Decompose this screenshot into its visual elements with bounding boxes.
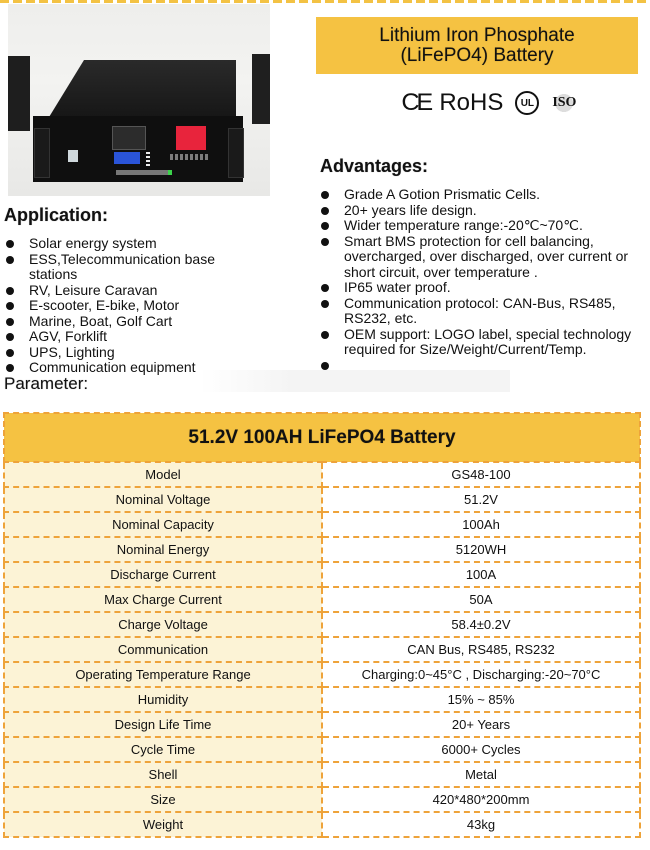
table-row <box>4 462 640 487</box>
row-label: Nominal Energy <box>4 537 322 562</box>
row-value: 100Ah <box>322 512 640 537</box>
row-label: Operating Temperature Range <box>4 662 322 687</box>
application-heading: Application: <box>4 205 108 225</box>
application-item: Communication equipment <box>3 360 233 376</box>
port-indicator <box>168 170 172 175</box>
row-value: 58.4±0.2V <box>322 612 640 637</box>
row-label: Discharge Current <box>4 562 322 587</box>
row-value: CAN Bus, RS485, RS232 <box>322 637 640 662</box>
advantage-item: Communication protocol: CAN-Bus, RS485, RS232, etc. <box>318 296 644 327</box>
row-value: GS48-100 <box>322 462 640 487</box>
advantage-item: Smart BMS protection for cell balancing, overcharged, over discharged, over current or short circuit, over temperature . <box>318 234 644 281</box>
table-row <box>4 537 640 562</box>
application-item: ESS,Telecommunication base stations <box>3 252 233 283</box>
application-list <box>3 236 233 376</box>
row-label: Design Life Time <box>4 712 322 737</box>
application-item: Marine, Boat, Golf Cart <box>3 314 233 330</box>
application-item: UPS, Lighting <box>3 345 233 361</box>
row-label: Nominal Capacity <box>4 512 322 537</box>
table-title: 51.2V 100AH LiFePO4 Battery <box>4 413 640 462</box>
ce-mark-icon: CE <box>401 89 431 116</box>
battery-label <box>170 154 210 160</box>
iso-icon: ISO <box>549 90 579 116</box>
row-value: 15% ~ 85% <box>322 687 640 712</box>
positive-terminal <box>176 126 206 150</box>
advantages-heading: Advantages: <box>320 156 429 176</box>
row-label: Shell <box>4 762 322 787</box>
table-row <box>4 512 640 537</box>
table-row <box>4 737 640 762</box>
advantage-item: Wider temperature range:-20℃~70℃. <box>318 218 644 234</box>
table-row <box>4 687 640 712</box>
row-value: 6000+ Cycles <box>322 737 640 762</box>
communication-ports <box>116 170 170 175</box>
product-title-banner <box>316 17 638 74</box>
table-row <box>4 712 640 737</box>
application-item: Solar energy system <box>3 236 233 252</box>
row-value: 5120WH <box>322 537 640 562</box>
parameter-table <box>3 412 641 838</box>
negative-terminal <box>112 126 146 150</box>
row-value: 100A <box>322 562 640 587</box>
table-row <box>4 487 640 512</box>
photo-side-box-left <box>8 56 30 131</box>
certification-logos <box>402 88 579 118</box>
advantage-item: OEM support: LOGO label, special technology required for Size/Weight/Current/Temp. <box>318 327 644 358</box>
status-leds <box>146 152 150 166</box>
title-line-1: Lithium Iron Phosphate <box>379 24 575 46</box>
title-line-2: (LiFePO4) Battery <box>400 44 554 66</box>
parameter-heading: Parameter: <box>4 374 89 393</box>
row-label: Weight <box>4 812 322 837</box>
ul-icon: UL <box>515 91 539 115</box>
advantage-item: Grade A Gotion Prismatic Cells. <box>318 187 644 203</box>
table-row <box>4 637 640 662</box>
advantage-item: IP65 water proof. <box>318 280 644 296</box>
row-value: 51.2V <box>322 487 640 512</box>
table-row <box>4 812 640 837</box>
row-value: Charging:0~45°C , Discharging:-20~70°C <box>322 662 640 687</box>
row-label: Humidity <box>4 687 322 712</box>
table-row <box>4 612 640 637</box>
lcd-display <box>114 152 140 164</box>
application-item: E-scooter, E-bike, Motor <box>3 298 233 314</box>
row-label: Cycle Time <box>4 737 322 762</box>
row-value: 20+ Years <box>322 712 640 737</box>
photo-side-box-right <box>252 54 270 124</box>
top-dashed-border <box>0 0 650 3</box>
row-label: Communication <box>4 637 322 662</box>
row-label: Charge Voltage <box>4 612 322 637</box>
table-row <box>4 762 640 787</box>
application-item: RV, Leisure Caravan <box>3 283 233 299</box>
table-row <box>4 562 640 587</box>
row-value: 50A <box>322 587 640 612</box>
rohs-icon: RoHS <box>439 89 504 116</box>
table-row <box>4 662 640 687</box>
battery-breaker <box>68 150 78 162</box>
faded-background-band <box>200 370 510 392</box>
battery-case-top <box>46 60 236 122</box>
row-label: Size <box>4 787 322 812</box>
row-label: Nominal Voltage <box>4 487 322 512</box>
table-row <box>4 787 640 812</box>
advantage-item: 20+ years life design. <box>318 203 644 219</box>
advantages-list <box>318 187 644 373</box>
application-item: AGV, Forklift <box>3 329 233 345</box>
table-row <box>4 587 640 612</box>
battery-handle-left <box>34 128 50 178</box>
product-photo <box>8 4 270 196</box>
row-label: Max Charge Current <box>4 587 322 612</box>
row-value: 43kg <box>322 812 640 837</box>
row-value: 420*480*200mm <box>322 787 640 812</box>
battery-handle-right <box>228 128 244 178</box>
row-label: Model <box>4 462 322 487</box>
row-value: Metal <box>322 762 640 787</box>
